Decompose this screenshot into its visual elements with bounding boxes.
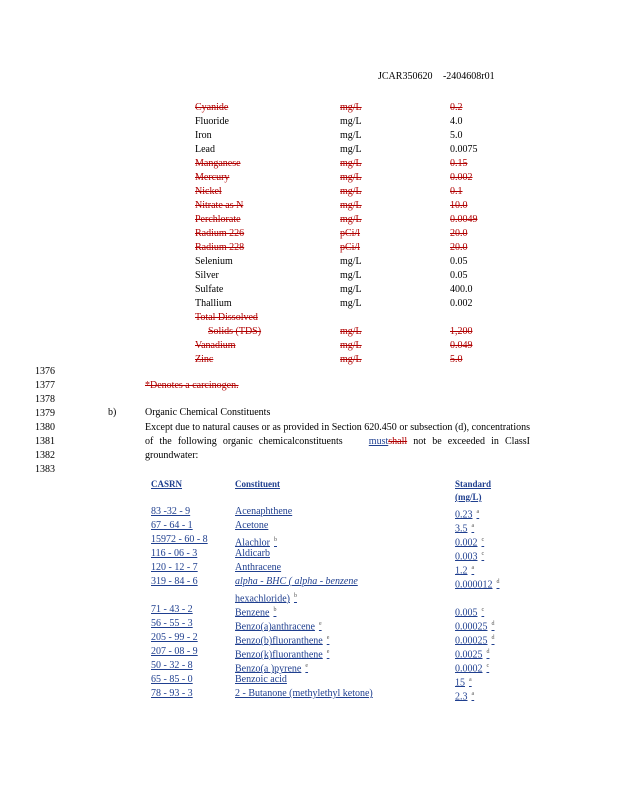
constituent-name: alpha - BHC ( alpha - benzene: [235, 576, 358, 587]
row-constituent: [235, 688, 373, 700]
standard-value: 3.5: [455, 523, 468, 535]
inorganic-unit: mg/L: [340, 116, 362, 127]
carcinogen-note: *Denotes a carcinogen.: [145, 380, 239, 391]
inorganic-name: Lead: [195, 144, 215, 155]
standard-value: 1.2: [455, 565, 468, 577]
constituent-name: Benzoic acid: [235, 674, 287, 685]
row-casrn: 319 - 84 - 6: [151, 576, 198, 587]
standard-value: 0.002: [455, 537, 478, 549]
row-casrn: 56 - 55 - 3: [151, 618, 193, 629]
constituent-footnote: e: [318, 621, 322, 627]
standard-value: 0.000012: [455, 579, 493, 591]
row-casrn: 15972 - 60 - 8: [151, 534, 208, 545]
standard-footnote: a: [471, 691, 475, 697]
inorganic-name: Vanadium: [195, 340, 236, 351]
inorganic-value: 0.2: [450, 102, 463, 113]
inorganic-unit: mg/L: [340, 214, 362, 225]
line-number: 1376: [35, 366, 55, 377]
constituent-name: Benzo(k)fluoranthene: [235, 649, 323, 661]
row-standard: [455, 688, 474, 703]
inorganic-unit: mg/L: [340, 354, 362, 365]
inorganic-name: Fluoride: [195, 116, 229, 127]
standard-footnote: d: [486, 649, 490, 655]
line-number: 1379: [35, 408, 55, 419]
row-casrn: 50 - 32 - 8: [151, 660, 193, 671]
inorganic-unit: mg/L: [340, 256, 362, 267]
line-number: 1381: [35, 436, 55, 447]
header-casrn: CASRN: [151, 479, 183, 489]
inorganic-value: 5.0: [450, 354, 463, 365]
constituent-name: Benzo(b)fluoranthene: [235, 635, 323, 647]
inorganic-value: 0.049: [450, 340, 473, 351]
inorganic-name: Silver: [195, 270, 219, 281]
row-casrn: 83 -32 - 9: [151, 506, 191, 517]
row-constituent: [235, 548, 270, 560]
row-constituent: [235, 562, 281, 574]
standard-footnote: c: [481, 551, 485, 557]
inorganic-unit: mg/L: [340, 326, 362, 337]
standard-value: 0.00025: [455, 621, 488, 633]
document-header: [378, 71, 495, 83]
inorganic-unit: mg/L: [340, 340, 362, 351]
inorganic-unit: pCi/l: [340, 242, 361, 253]
inorganic-name: Selenium: [195, 256, 233, 267]
standard-footnote: c: [486, 663, 490, 669]
section-body-text: Except due to natural causes or as provided in Section 620.450 or subsection (d), concentrations of the following organic chemicalconstituents: [145, 422, 530, 447]
inorganic-name: Zinc: [195, 354, 214, 365]
constituent-name: Benzo(a )pyrene: [235, 663, 302, 675]
constituent-footnote: e: [305, 663, 309, 669]
section-label: b): [108, 407, 117, 418]
inorganic-value: 10.0: [450, 200, 468, 211]
row-constituent: [235, 506, 292, 518]
inorganic-value: 0.15: [450, 158, 468, 169]
standard-value: 0.0025: [455, 649, 483, 661]
standard-footnote: a: [469, 677, 472, 683]
row-standard: [455, 576, 500, 591]
inorganic-name: Radium 226: [195, 228, 245, 239]
standard-value: 2.3: [455, 691, 468, 703]
inorganic-name: Radium 228: [195, 242, 245, 253]
constituent-name: Anthracene: [235, 562, 282, 573]
line-number: 1382: [35, 450, 55, 461]
inorganic-value: 4.0: [450, 116, 463, 127]
standard-footnote: d: [491, 621, 495, 627]
inorganic-name: Nickel: [195, 186, 222, 197]
inorganic-value: 20.0: [450, 242, 468, 253]
constituent-footnote: b: [274, 537, 277, 543]
standard-footnote: a: [476, 509, 480, 515]
section-title: Organic Chemical Constituents: [145, 407, 271, 418]
standard-footnote: a: [471, 523, 475, 529]
inorganic-value: 0.1: [450, 186, 463, 197]
inorganic-name: Mercury: [195, 172, 230, 183]
standard-value: 0.003: [455, 551, 478, 563]
inorganic-value: 0.002: [450, 298, 473, 309]
deleted-shall: shall: [388, 436, 408, 447]
row-casrn: 120 - 12 - 7: [151, 562, 198, 573]
constituent-name: 2 - Butanone (methylethyl ketone): [235, 688, 373, 699]
standard-footnote: c: [481, 607, 485, 613]
inorganic-unit: mg/L: [340, 144, 362, 155]
constituent-name: Aldicarb: [235, 548, 270, 559]
inorganic-value: 0.0049: [450, 214, 478, 225]
standard-footnote: d: [496, 579, 500, 585]
inorganic-name: Iron: [195, 130, 212, 141]
inorganic-value: 400.0: [450, 284, 473, 295]
inorganic-name: Thallium: [195, 298, 232, 309]
constituent-name-cont: hexachloride): [235, 593, 290, 605]
row-casrn: 205 - 99 - 2: [151, 632, 198, 643]
constituent-name: Alachlor: [235, 537, 270, 549]
constituent-name: Benzene: [235, 607, 270, 619]
line-number: 1383: [35, 464, 55, 475]
inorganic-value: 1,200: [450, 326, 473, 337]
inorganic-unit: mg/L: [340, 284, 362, 295]
row-casrn: 67 - 64 - 1: [151, 520, 193, 531]
line-number: 1377: [35, 380, 55, 391]
line-number: 1380: [35, 422, 55, 433]
row-casrn: 65 - 85 - 0: [151, 674, 193, 685]
inorganic-unit: mg/L: [340, 298, 362, 309]
inorganic-unit: mg/L: [340, 270, 362, 281]
inorganic-unit: mg/L: [340, 158, 362, 169]
inorganic-unit: mg/L: [340, 130, 362, 141]
standard-value: 0.23: [455, 509, 473, 521]
inserted-must: must: [368, 436, 389, 447]
inorganic-name: Cyanide: [195, 102, 229, 113]
standard-footnote: d: [491, 635, 495, 641]
inorganic-unit: mg/L: [340, 172, 362, 183]
row-casrn: 116 - 06 - 3: [151, 548, 198, 559]
constituent-footnote: e: [326, 635, 330, 641]
doc-id: JCAR350620: [378, 71, 433, 82]
constituent-footnote: b: [293, 593, 297, 599]
inorganic-value: 0.0075: [450, 144, 478, 155]
standard-footnote: a: [471, 565, 475, 571]
row-casrn: 71 - 43 - 2: [151, 604, 193, 615]
header-standard: Standard: [455, 479, 492, 489]
inorganic-name: Perchlorate: [195, 214, 241, 225]
row-casrn: 207 - 08 - 9: [151, 646, 198, 657]
inorganic-value: 0.05: [450, 270, 468, 281]
inorganic-name: Solids (TDS): [208, 326, 262, 337]
row-constituent: [235, 576, 358, 588]
section-body-text-2: not be exceeded in ClassI groundwater:: [145, 436, 531, 461]
inorganic-name: Sulfate: [195, 284, 224, 295]
inorganic-value: 20.0: [450, 228, 468, 239]
inorganic-name: Manganese: [195, 158, 241, 169]
inorganic-value: 0.002: [450, 172, 473, 183]
constituent-footnote: e: [326, 649, 330, 655]
inorganic-unit: pCi/l: [340, 228, 361, 239]
row-constituent: [235, 520, 268, 532]
standard-value: 15: [455, 677, 465, 689]
row-casrn: 78 - 93 - 3: [151, 688, 193, 699]
inorganic-value: 5.0: [450, 130, 463, 141]
constituent-name: Acenaphthene: [235, 506, 293, 517]
standard-value: 0.00025: [455, 635, 488, 647]
standard-footnote: c: [481, 537, 485, 543]
row-constituent: [235, 674, 287, 686]
inorganic-value: 0.05: [450, 256, 468, 267]
inorganic-name: Nitrate as N: [195, 200, 244, 211]
inorganic-name: Total Dissolved: [195, 312, 258, 323]
header-constituent: Constituent: [235, 479, 281, 489]
standard-value: 0.0002: [455, 663, 483, 675]
inorganic-unit: mg/L: [340, 102, 362, 113]
constituent-name: Benzo(a)anthracene: [235, 621, 315, 633]
line-number: 1378: [35, 394, 55, 405]
inorganic-unit: mg/L: [340, 200, 362, 211]
constituent-name: Acetone: [235, 520, 269, 531]
section-body: [145, 421, 530, 463]
doc-revision: -2404608r01: [442, 71, 495, 82]
standard-value: 0.005: [455, 607, 478, 619]
header-standard-unit: (mg/L): [455, 492, 482, 502]
constituent-footnote: b: [273, 607, 277, 613]
inorganic-unit: mg/L: [340, 186, 362, 197]
